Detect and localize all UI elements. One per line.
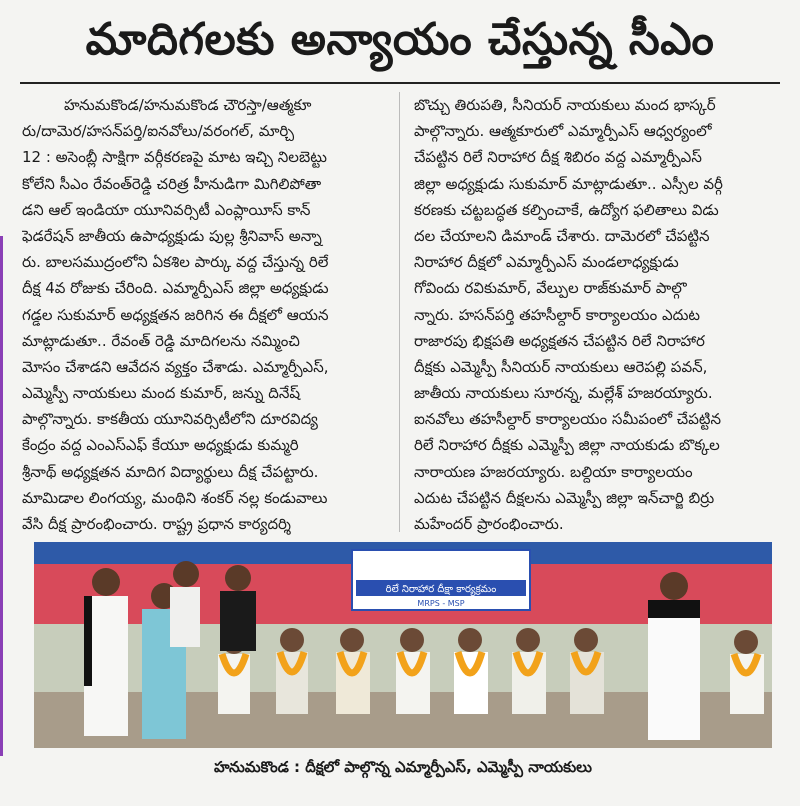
- article-line: దీక్ష 4వ రోజుకు చేరింది. ఎమ్మార్పీఎస్ జిల్లా అధ్యక్షుడు: [22, 279, 329, 298]
- article-line: మోసం చేశాడని ఆవేదన వ్యక్తం చేశాడు. ఎమ్మార్పీఎస్,: [22, 357, 329, 376]
- article-line: ఎదుట చేపట్టిన దీక్షలను ఎమ్మెస్పీ జిల్లా ఇన్‌చార్జి బిర్రు: [414, 488, 715, 507]
- article-line: శ్రీనాథ్ అధ్యక్షతన మాదిగ విద్యార్థులు దీక్ష చేపట్టారు.: [22, 462, 319, 481]
- article-line: జిల్లా అధ్యక్షుడు సుకుమార్ మాట్లాడుతూ.. ఎస్సీల వర్గీ: [414, 174, 723, 193]
- article-line: మాట్లాడుతూ.. రేవంత్ రెడ్డి మాదిగలను నమ్మించి: [22, 331, 300, 350]
- article-line: వేసి దీక్ష ప్రారంభించారు. రాష్ట్ర ప్రధాన కార్యదర్శి: [22, 515, 291, 533]
- article-line: మహేందర్ ప్రారంభించారు.: [414, 515, 564, 533]
- headline-divider: [20, 82, 780, 84]
- article-line: కరణకు చట్టబద్ధత కల్పించాకే, ఉద్యోగ ఫలితాలు విడు: [414, 200, 719, 219]
- article-column-right: [414, 92, 780, 537]
- article-line: మామిడాల లింగయ్య, మంథిని శంకర్ నల్ల కండువాలు: [22, 488, 328, 507]
- article-line: దల చేయాలని డిమాండ్ చేశారు. దామెరలో చేపట్టిన: [414, 226, 710, 245]
- article-line: గోవిందు రవికుమార్, వేల్పుల రాజ్‌కుమార్ పాల్గొ: [414, 279, 687, 298]
- article-line: కోలేని సీఎం రేవంత్‌రెడ్డి చరిత్ర హీనుడిగా మిగిలిపోతా: [22, 174, 322, 193]
- article-line: నారాయణ హజరయ్యారు. బల్దియా కార్యాలయం: [414, 462, 693, 481]
- news-photo: [34, 542, 772, 748]
- column-divider: [399, 92, 400, 532]
- article-line: డని ఆల్ ఇండియా యూనివర్సిటీ ఎంప్లాయీస్ కాన్: [22, 200, 311, 219]
- article-line: రాజారపు భిక్షపతి అధ్యక్షతన చేపట్టిన రిలే నిరాహార: [414, 331, 705, 350]
- banner-title-text: రిలే నిరాహార దీక్షా కార్యక్రమం: [385, 584, 497, 595]
- page-accent-rule: [0, 236, 3, 756]
- article-line: నిరాహార దీక్షలో ఎమ్మార్పీఎస్ మండలాధ్యక్షుడు: [414, 253, 679, 272]
- article-line: దీక్షకు ఎమ్మెస్పీ సీనియర్ నాయకులు ఆరెపల్లి పవన్,: [414, 357, 708, 376]
- article-line: హనుమకొండ/హనుమకొండ చౌరస్తా/ఆత్మకూ: [64, 96, 312, 114]
- article-line: ఫెడరేషన్ జాతీయ ఉపాధ్యక్షుడు పుల్ల శ్రీనివాస్ అన్నా: [22, 226, 322, 245]
- article-line: బొచ్చు తిరుపతి, సీనియర్ నాయకులు మంద భాస్కర్: [414, 96, 716, 114]
- article-line: కేంద్రం వద్ద ఎంఎస్ఎఫ్ కేయూ అధ్యక్షుడు కుమ్మరి: [22, 436, 299, 455]
- article-line: పాల్గొన్నారు. ఆత్మకూరులో ఎమ్మార్పీఎస్ ఆధ్వర్యంలో: [414, 122, 712, 141]
- article-line: జాతీయ నాయకులు సూరన్న, మల్లేశ్ హజరయ్యారు.: [414, 384, 713, 403]
- article-line: రు/దామెర/హసన్‌పర్తి/ఐనవోలు/వరంగల్, మార్చి: [22, 122, 295, 141]
- article-line: గడ్డల సుకుమార్ అధ్యక్షతన జరిగిన ఈ దీక్షలో ఆయన: [22, 305, 329, 324]
- headline: మాదిగలకు అన్యాయం చేస్తున్న సీఎం: [85, 14, 715, 65]
- article-line: రు. బాలసముద్రంలోని ఏకశిల పార్కు వద్ద చేస్తున్న రిలే: [22, 253, 329, 272]
- article-column-left: [22, 92, 388, 537]
- article-line: ఎమ్మెస్పీ నాయకులు మంద కుమార్, జన్ను దినేష్: [22, 384, 301, 403]
- article-line: ఐనవోలు తహసీల్దార్ కార్యాలయం సమీపంలో చేపట్టిన: [414, 410, 721, 429]
- banner-sub-text: MRPS - MSP: [417, 599, 465, 608]
- article-line: రిలే నిరాహార దీక్షకు ఎమ్మెస్పీ జిల్లా నాయకుడు బొక్కల: [414, 436, 720, 455]
- article-line: న్నారు. హసన్‌పర్తి తహసీల్దార్ కార్యాలయం ఎదుట: [414, 305, 700, 324]
- article-line: పాల్గొన్నారు. కాకతీయ యూనివర్సిటీలోని దూరవిద్య: [22, 410, 318, 429]
- photo-caption: హనుమకొండ : దీక్షలో పాల్గొన్న ఎమ్మార్పీఎస్, ఎమ్మెస్పీ నాయకులు: [214, 758, 592, 776]
- article-line: చేపట్టిన రిలే నిరాహార దీక్ష శిబిరం వద్ద ఎమ్మార్పీఎస్: [414, 148, 702, 167]
- article-line: 12 : అసెంబ్లీ సాక్షిగా వర్గీకరణపై మాట ఇచ్చి నిలబెట్టు: [22, 148, 327, 167]
